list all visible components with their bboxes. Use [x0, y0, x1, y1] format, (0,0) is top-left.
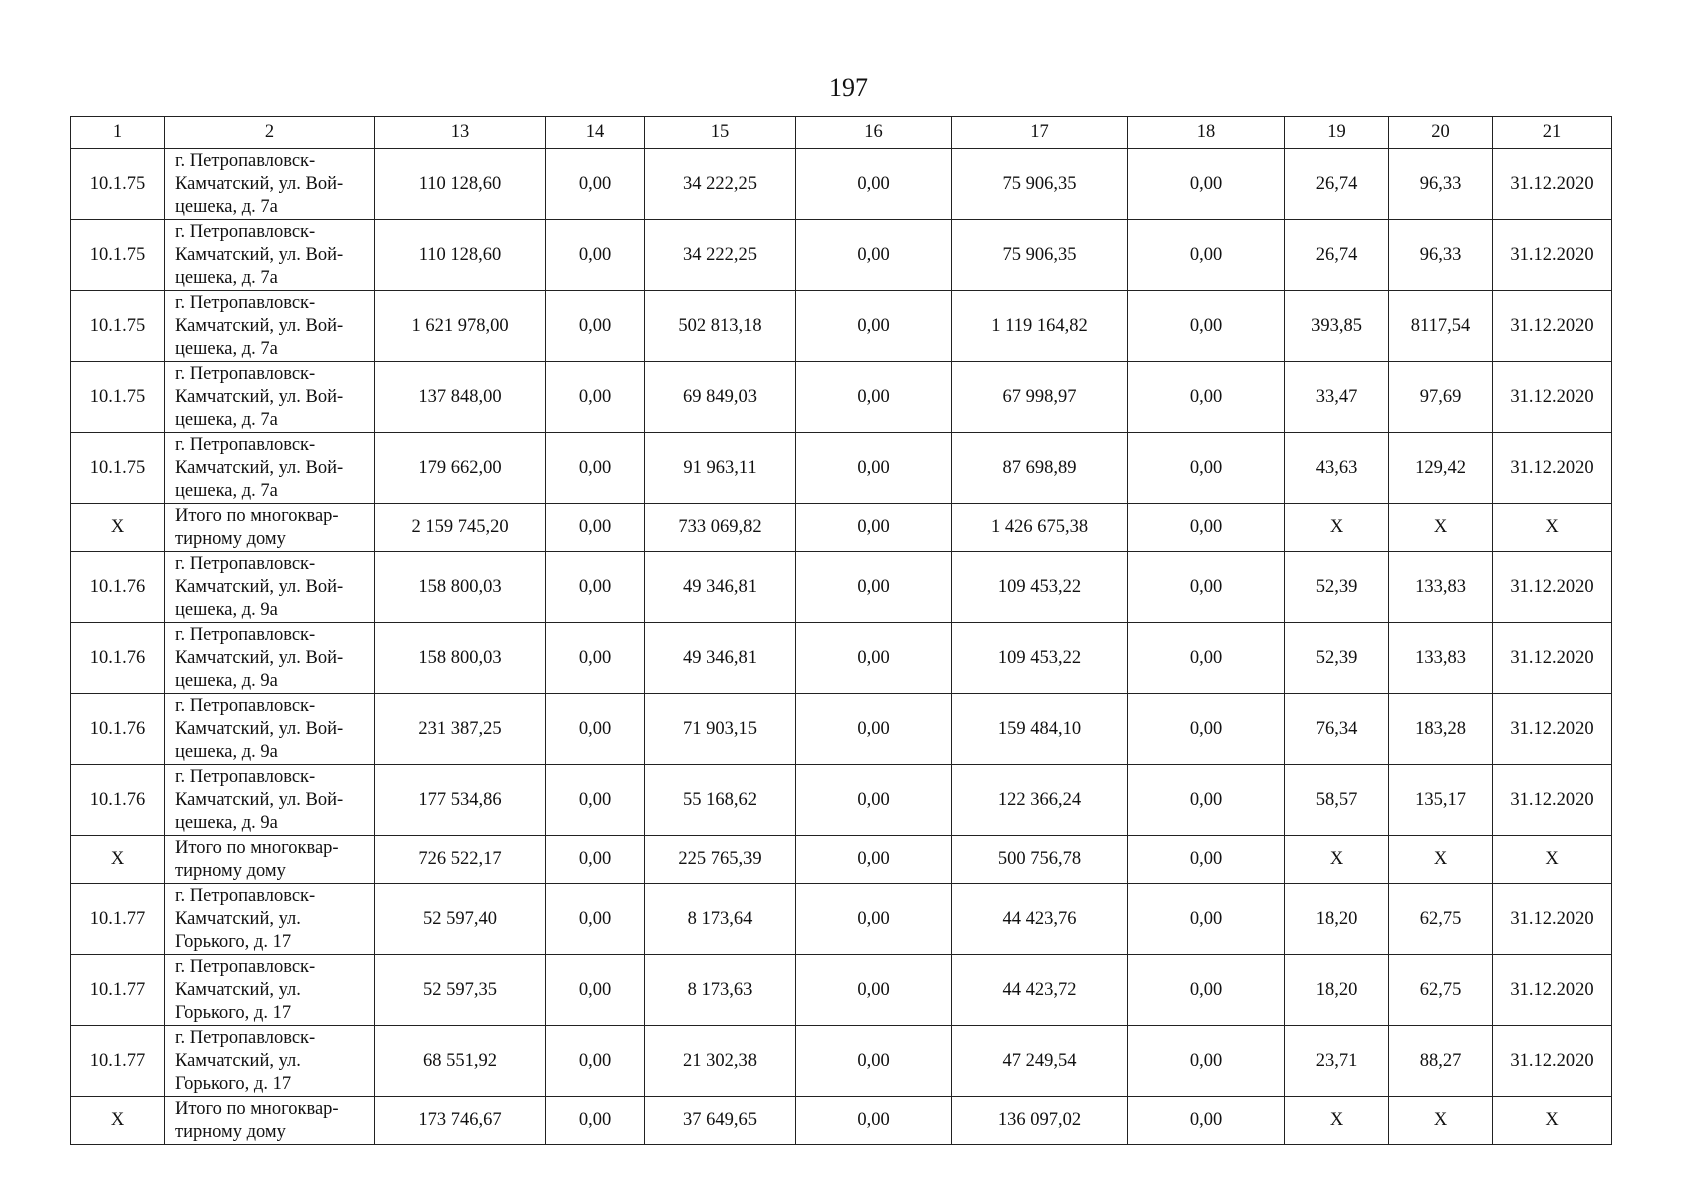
table-cell: 158 800,03 — [375, 623, 546, 694]
table-cell: 0,00 — [546, 694, 645, 765]
table-cell: 75 906,35 — [952, 149, 1128, 220]
table-cell: 31.12.2020 — [1493, 291, 1612, 362]
table-cell: 62,75 — [1389, 955, 1493, 1026]
table-cell: 10.1.76 — [71, 765, 165, 836]
table-cell: 726 522,17 — [375, 836, 546, 884]
table-cell: 10.1.75 — [71, 433, 165, 504]
table-cell: 0,00 — [796, 836, 952, 884]
table-cell: 26,74 — [1285, 149, 1389, 220]
table-cell: 10.1.77 — [71, 1026, 165, 1097]
table-cell: 0,00 — [1128, 220, 1285, 291]
table-cell: г. Петропавловск- Камчатский, ул. Вой- цешека, д. 9а — [165, 694, 375, 765]
table-cell: 179 662,00 — [375, 433, 546, 504]
table-cell: 49 346,81 — [645, 623, 796, 694]
table-cell: 8 173,63 — [645, 955, 796, 1026]
table-cell: X — [71, 1097, 165, 1145]
table-row — [71, 694, 1612, 765]
table-cell: 0,00 — [796, 291, 952, 362]
table-row — [71, 362, 1612, 433]
table-cell: 52 597,35 — [375, 955, 546, 1026]
table-cell: 31.12.2020 — [1493, 149, 1612, 220]
table-cell: 0,00 — [1128, 433, 1285, 504]
table-cell: 122 366,24 — [952, 765, 1128, 836]
column-header: 18 — [1128, 117, 1285, 149]
table-cell: 0,00 — [1128, 504, 1285, 552]
table-cell: 0,00 — [796, 694, 952, 765]
table-cell: 31.12.2020 — [1493, 884, 1612, 955]
table-cell: 69 849,03 — [645, 362, 796, 433]
table-cell: 44 423,76 — [952, 884, 1128, 955]
table-row — [71, 149, 1612, 220]
table-cell: 0,00 — [796, 149, 952, 220]
table-cell: 1 621 978,00 — [375, 291, 546, 362]
table-cell: 76,34 — [1285, 694, 1389, 765]
table-cell: г. Петропавловск- Камчатский, ул. Вой- цешека, д. 7а — [165, 220, 375, 291]
table-cell: 2 159 745,20 — [375, 504, 546, 552]
table-cell: 10.1.75 — [71, 220, 165, 291]
table-cell: 31.12.2020 — [1493, 1026, 1612, 1097]
table-cell: 0,00 — [546, 765, 645, 836]
table-cell: X — [1389, 836, 1493, 884]
table-cell: 0,00 — [546, 884, 645, 955]
table-cell: 0,00 — [796, 1097, 952, 1145]
table-cell: 97,69 — [1389, 362, 1493, 433]
table-cell: 55 168,62 — [645, 765, 796, 836]
table-cell: X — [1389, 504, 1493, 552]
table-row — [71, 765, 1612, 836]
table-total-row — [71, 836, 1612, 884]
table-cell: 110 128,60 — [375, 220, 546, 291]
table-cell: 0,00 — [1128, 694, 1285, 765]
table-row — [71, 955, 1612, 1026]
table-cell: 225 765,39 — [645, 836, 796, 884]
table-cell: 0,00 — [796, 504, 952, 552]
column-header: 20 — [1389, 117, 1493, 149]
table-cell: 31.12.2020 — [1493, 955, 1612, 1026]
table-cell: 177 534,86 — [375, 765, 546, 836]
table-cell: 733 069,82 — [645, 504, 796, 552]
column-header: 16 — [796, 117, 952, 149]
table-cell: 0,00 — [546, 149, 645, 220]
table-cell: 109 453,22 — [952, 623, 1128, 694]
table-cell: Итого по многоквар- тирному дому — [165, 1097, 375, 1145]
table-cell: 1 426 675,38 — [952, 504, 1128, 552]
table-cell: 10.1.75 — [71, 291, 165, 362]
table-cell: 0,00 — [546, 836, 645, 884]
table-cell: X — [1285, 504, 1389, 552]
table-cell: 0,00 — [1128, 765, 1285, 836]
table-cell: 31.12.2020 — [1493, 362, 1612, 433]
column-header: 14 — [546, 117, 645, 149]
table-cell: 110 128,60 — [375, 149, 546, 220]
table-cell: 0,00 — [796, 1026, 952, 1097]
table-cell: X — [1493, 1097, 1612, 1145]
table-cell: 23,71 — [1285, 1026, 1389, 1097]
table-cell: 0,00 — [546, 955, 645, 1026]
table-cell: X — [1493, 504, 1612, 552]
column-header: 17 — [952, 117, 1128, 149]
table-cell: 52,39 — [1285, 623, 1389, 694]
table-cell: 173 746,67 — [375, 1097, 546, 1145]
table-cell: 183,28 — [1389, 694, 1493, 765]
table-cell: 47 249,54 — [952, 1026, 1128, 1097]
table-cell: 0,00 — [1128, 836, 1285, 884]
table-cell: 67 998,97 — [952, 362, 1128, 433]
table-cell: 68 551,92 — [375, 1026, 546, 1097]
table-cell: 500 756,78 — [952, 836, 1128, 884]
table-cell: 34 222,25 — [645, 220, 796, 291]
table-row — [71, 552, 1612, 623]
table-cell: 34 222,25 — [645, 149, 796, 220]
table-cell: 96,33 — [1389, 220, 1493, 291]
column-header: 1 — [71, 117, 165, 149]
table-cell: 393,85 — [1285, 291, 1389, 362]
table-cell: 8 173,64 — [645, 884, 796, 955]
table-cell: 0,00 — [796, 220, 952, 291]
table-body — [71, 149, 1612, 1145]
table-cell: 91 963,11 — [645, 433, 796, 504]
table-cell: 0,00 — [546, 433, 645, 504]
table-cell: Итого по многоквар- тирному дому — [165, 836, 375, 884]
table-cell: 0,00 — [1128, 955, 1285, 1026]
table-cell: 0,00 — [796, 884, 952, 955]
table-cell: X — [1389, 1097, 1493, 1145]
table-cell: X — [71, 836, 165, 884]
table-cell: 0,00 — [796, 955, 952, 1026]
table-row — [71, 623, 1612, 694]
table-cell: 0,00 — [1128, 362, 1285, 433]
table-cell: 10.1.76 — [71, 552, 165, 623]
table-cell: 0,00 — [1128, 552, 1285, 623]
table-cell: 33,47 — [1285, 362, 1389, 433]
table-cell: 10.1.75 — [71, 149, 165, 220]
table-header — [71, 117, 1612, 149]
table-cell: 0,00 — [1128, 1097, 1285, 1145]
table-cell: 0,00 — [1128, 149, 1285, 220]
table-cell: 1 119 164,82 — [952, 291, 1128, 362]
table-cell: 0,00 — [796, 623, 952, 694]
table-cell: X — [1285, 836, 1389, 884]
table-cell: г. Петропавловск- Камчатский, ул. Вой- цешека, д. 7а — [165, 362, 375, 433]
table-cell: 31.12.2020 — [1493, 623, 1612, 694]
table-cell: 31.12.2020 — [1493, 694, 1612, 765]
table-cell: 37 649,65 — [645, 1097, 796, 1145]
table-cell: 0,00 — [1128, 623, 1285, 694]
table-cell: 0,00 — [546, 623, 645, 694]
table-cell: Итого по многоквар- тирному дому — [165, 504, 375, 552]
column-header: 13 — [375, 117, 546, 149]
table-cell: 0,00 — [796, 362, 952, 433]
table-cell: 8117,54 — [1389, 291, 1493, 362]
table-cell: 502 813,18 — [645, 291, 796, 362]
table-cell: 49 346,81 — [645, 552, 796, 623]
table-cell: 0,00 — [796, 765, 952, 836]
table-cell: г. Петропавловск- Камчатский, ул. Горького, д. 17 — [165, 884, 375, 955]
table-row — [71, 291, 1612, 362]
table-cell: 0,00 — [1128, 291, 1285, 362]
table-cell: 0,00 — [546, 552, 645, 623]
table-cell: 52 597,40 — [375, 884, 546, 955]
table-cell: 133,83 — [1389, 623, 1493, 694]
table-cell: г. Петропавловск- Камчатский, ул. Горького, д. 17 — [165, 955, 375, 1026]
table-cell: 137 848,00 — [375, 362, 546, 433]
column-header: 2 — [165, 117, 375, 149]
table-cell: 231 387,25 — [375, 694, 546, 765]
table-cell: 96,33 — [1389, 149, 1493, 220]
table-cell: 75 906,35 — [952, 220, 1128, 291]
table-cell: 0,00 — [1128, 884, 1285, 955]
table-cell: 31.12.2020 — [1493, 552, 1612, 623]
table-cell: 31.12.2020 — [1493, 433, 1612, 504]
table-cell: 135,17 — [1389, 765, 1493, 836]
table-cell: 159 484,10 — [952, 694, 1128, 765]
table-cell: 158 800,03 — [375, 552, 546, 623]
table-cell: г. Петропавловск- Камчатский, ул. Вой- цешека, д. 7а — [165, 433, 375, 504]
table-cell: 10.1.76 — [71, 694, 165, 765]
table-cell: 0,00 — [546, 1026, 645, 1097]
table-cell: 87 698,89 — [952, 433, 1128, 504]
table-row — [71, 1026, 1612, 1097]
column-header: 15 — [645, 117, 796, 149]
table-cell: 44 423,72 — [952, 955, 1128, 1026]
table-total-row — [71, 1097, 1612, 1145]
table-cell: 0,00 — [546, 1097, 645, 1145]
table-cell: 0,00 — [546, 504, 645, 552]
table-cell: г. Петропавловск- Камчатский, ул. Вой- цешека, д. 9а — [165, 552, 375, 623]
table-cell: г. Петропавловск- Камчатский, ул. Горького, д. 17 — [165, 1026, 375, 1097]
table-cell: 10.1.75 — [71, 362, 165, 433]
table-cell: 52,39 — [1285, 552, 1389, 623]
table-cell: г. Петропавловск- Камчатский, ул. Вой- цешека, д. 7а — [165, 291, 375, 362]
table-cell: 21 302,38 — [645, 1026, 796, 1097]
table-cell: 133,83 — [1389, 552, 1493, 623]
table-cell: X — [1493, 836, 1612, 884]
table-cell: г. Петропавловск- Камчатский, ул. Вой- цешека, д. 7а — [165, 149, 375, 220]
table-cell: 43,63 — [1285, 433, 1389, 504]
table-cell: 10.1.76 — [71, 623, 165, 694]
table-cell: 88,27 — [1389, 1026, 1493, 1097]
table-cell: X — [1285, 1097, 1389, 1145]
table-cell: 0,00 — [546, 291, 645, 362]
table-cell: г. Петропавловск- Камчатский, ул. Вой- цешека, д. 9а — [165, 765, 375, 836]
table-cell: X — [71, 504, 165, 552]
table-cell: 58,57 — [1285, 765, 1389, 836]
table-cell: 31.12.2020 — [1493, 765, 1612, 836]
data-table — [70, 116, 1612, 1145]
table-cell: 0,00 — [546, 220, 645, 291]
table-cell: 136 097,02 — [952, 1097, 1128, 1145]
table-cell: 0,00 — [1128, 1026, 1285, 1097]
table-row — [71, 884, 1612, 955]
column-header: 21 — [1493, 117, 1612, 149]
table-row — [71, 220, 1612, 291]
table-cell: 18,20 — [1285, 884, 1389, 955]
table-row — [71, 433, 1612, 504]
table-cell: 129,42 — [1389, 433, 1493, 504]
page-number: 197 — [829, 73, 868, 102]
table-cell: 71 903,15 — [645, 694, 796, 765]
table-cell: 0,00 — [546, 362, 645, 433]
table-cell: 0,00 — [796, 552, 952, 623]
table-cell: 0,00 — [796, 433, 952, 504]
table-cell: г. Петропавловск- Камчатский, ул. Вой- цешека, д. 9а — [165, 623, 375, 694]
table-cell: 62,75 — [1389, 884, 1493, 955]
table-cell: 18,20 — [1285, 955, 1389, 1026]
header-row — [71, 117, 1612, 149]
table-cell: 10.1.77 — [71, 955, 165, 1026]
table-cell: 109 453,22 — [952, 552, 1128, 623]
table-cell: 26,74 — [1285, 220, 1389, 291]
table-cell: 31.12.2020 — [1493, 220, 1612, 291]
table-cell: 10.1.77 — [71, 884, 165, 955]
table-total-row — [71, 504, 1612, 552]
column-header: 19 — [1285, 117, 1389, 149]
